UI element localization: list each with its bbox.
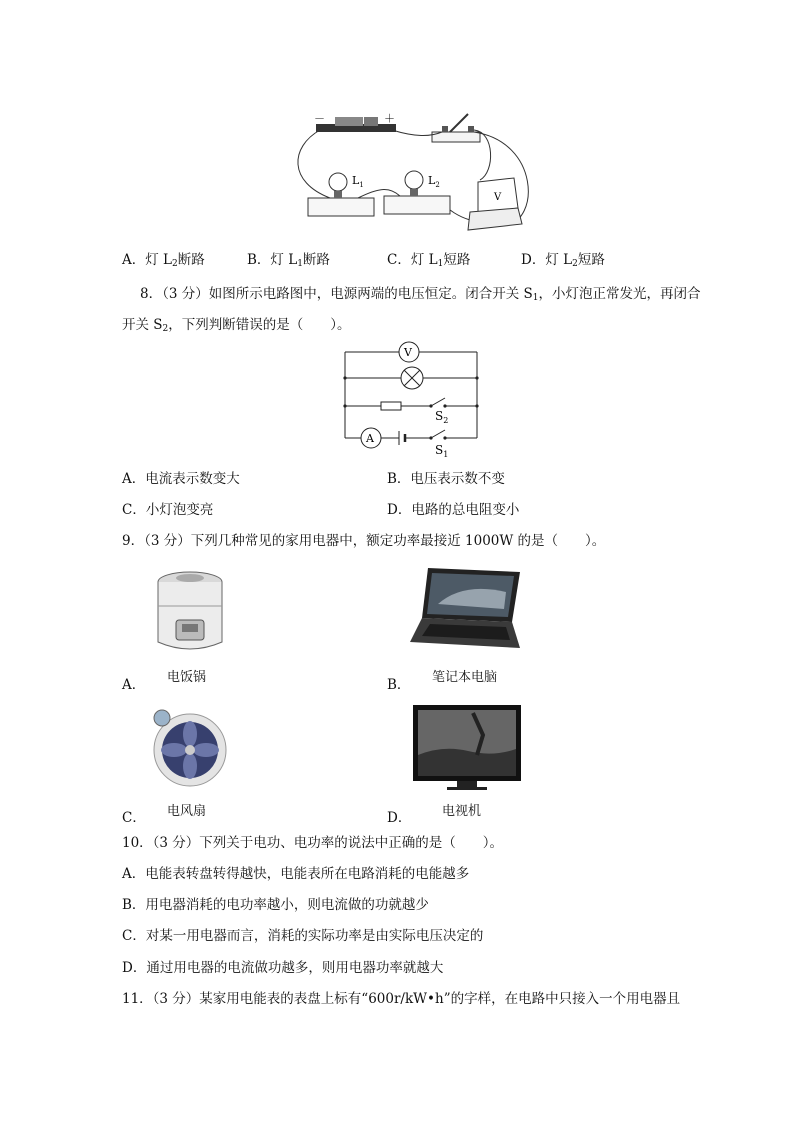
q7-circuit-figure (290, 112, 530, 232)
q9-option-b-caption: 笔记本电脑 (432, 670, 498, 685)
q9-option-d-letter: D． (387, 810, 412, 826)
laptop-image (408, 564, 524, 656)
q7-option-d: D．灯 $L_2$短路 (521, 252, 605, 269)
q9-stem: 9．（3 分）下列几种常见的家用电器中，额定功率最接近 1000W 的是（ ）。 (122, 533, 606, 549)
q8-stem-line1: 8．（3 分）如图所示电路图中，电源两端的电压恒定。闭合开关 $S_1$，小灯泡正常发光，再闭合 (140, 286, 701, 303)
svg-text:＋: ＋ (384, 112, 395, 125)
q8-option-c: C．小灯泡变亮 (122, 502, 214, 518)
q7-option-a: A．灯 $L_2$断路 (122, 252, 205, 269)
q10-option-a: A．电能表转盘转得越快，电能表所在电路消耗的电能越多 (122, 866, 470, 882)
q9-option-c-caption: 电风扇 (167, 804, 207, 819)
q9-option-c-letter: C． (122, 810, 146, 826)
q7-option-b: B．灯 $L_1$断路 (247, 252, 330, 269)
q8-circuit-diagram (335, 338, 495, 460)
svg-text:－: － (314, 112, 325, 125)
q7-voltmeter-v: V (494, 192, 502, 203)
q7-option-c: C．灯 $L_1$短路 (387, 252, 471, 269)
q11-stem: 11．（3 分）某家用电能表的表盘上标有“600r/kW•h”的字样，在电路中只接入一个用电器且 (122, 991, 681, 1007)
television-image (413, 705, 521, 791)
q10-stem: 10．（3 分）下列关于电功、电功率的说法中正确的是（ ）。 (122, 835, 504, 851)
q7-l1-label: $L_1$ (352, 174, 364, 189)
q10-option-d: D．通过用电器的电流做功越多，则用电器功率就越大 (122, 960, 444, 976)
q8-option-d: D．电路的总电阻变小 (387, 502, 520, 518)
q8-s1-label: $S_1$ (435, 443, 449, 459)
q9-option-a-caption: 电饭锅 (167, 670, 207, 685)
q8-voltmeter-label: V (404, 346, 412, 359)
q10-option-b: B．用电器消耗的电功率越小，则电流做的功就越少 (122, 897, 429, 913)
q8-s2-label: $S_2$ (435, 409, 449, 425)
q8-ammeter-label: A (366, 432, 374, 445)
electric-fan-image (150, 704, 230, 796)
q9-option-a-letter: A． (122, 677, 146, 693)
q9-option-b-letter: B． (387, 677, 411, 693)
q8-option-b: B．电压表示数不变 (387, 471, 505, 487)
q8-option-a: A．电流表示数变大 (122, 471, 240, 487)
rice-cooker-image (152, 568, 228, 658)
q7-l2-label: $L_2$ (428, 174, 440, 189)
q9-option-d-caption: 电视机 (442, 804, 482, 819)
q10-option-c: C．对某一用电器而言，消耗的实际功率是由实际电压决定的 (122, 928, 484, 944)
q8-stem-line2: 开关 $S_2$，下列判断错误的是（ ）。 (122, 317, 351, 334)
